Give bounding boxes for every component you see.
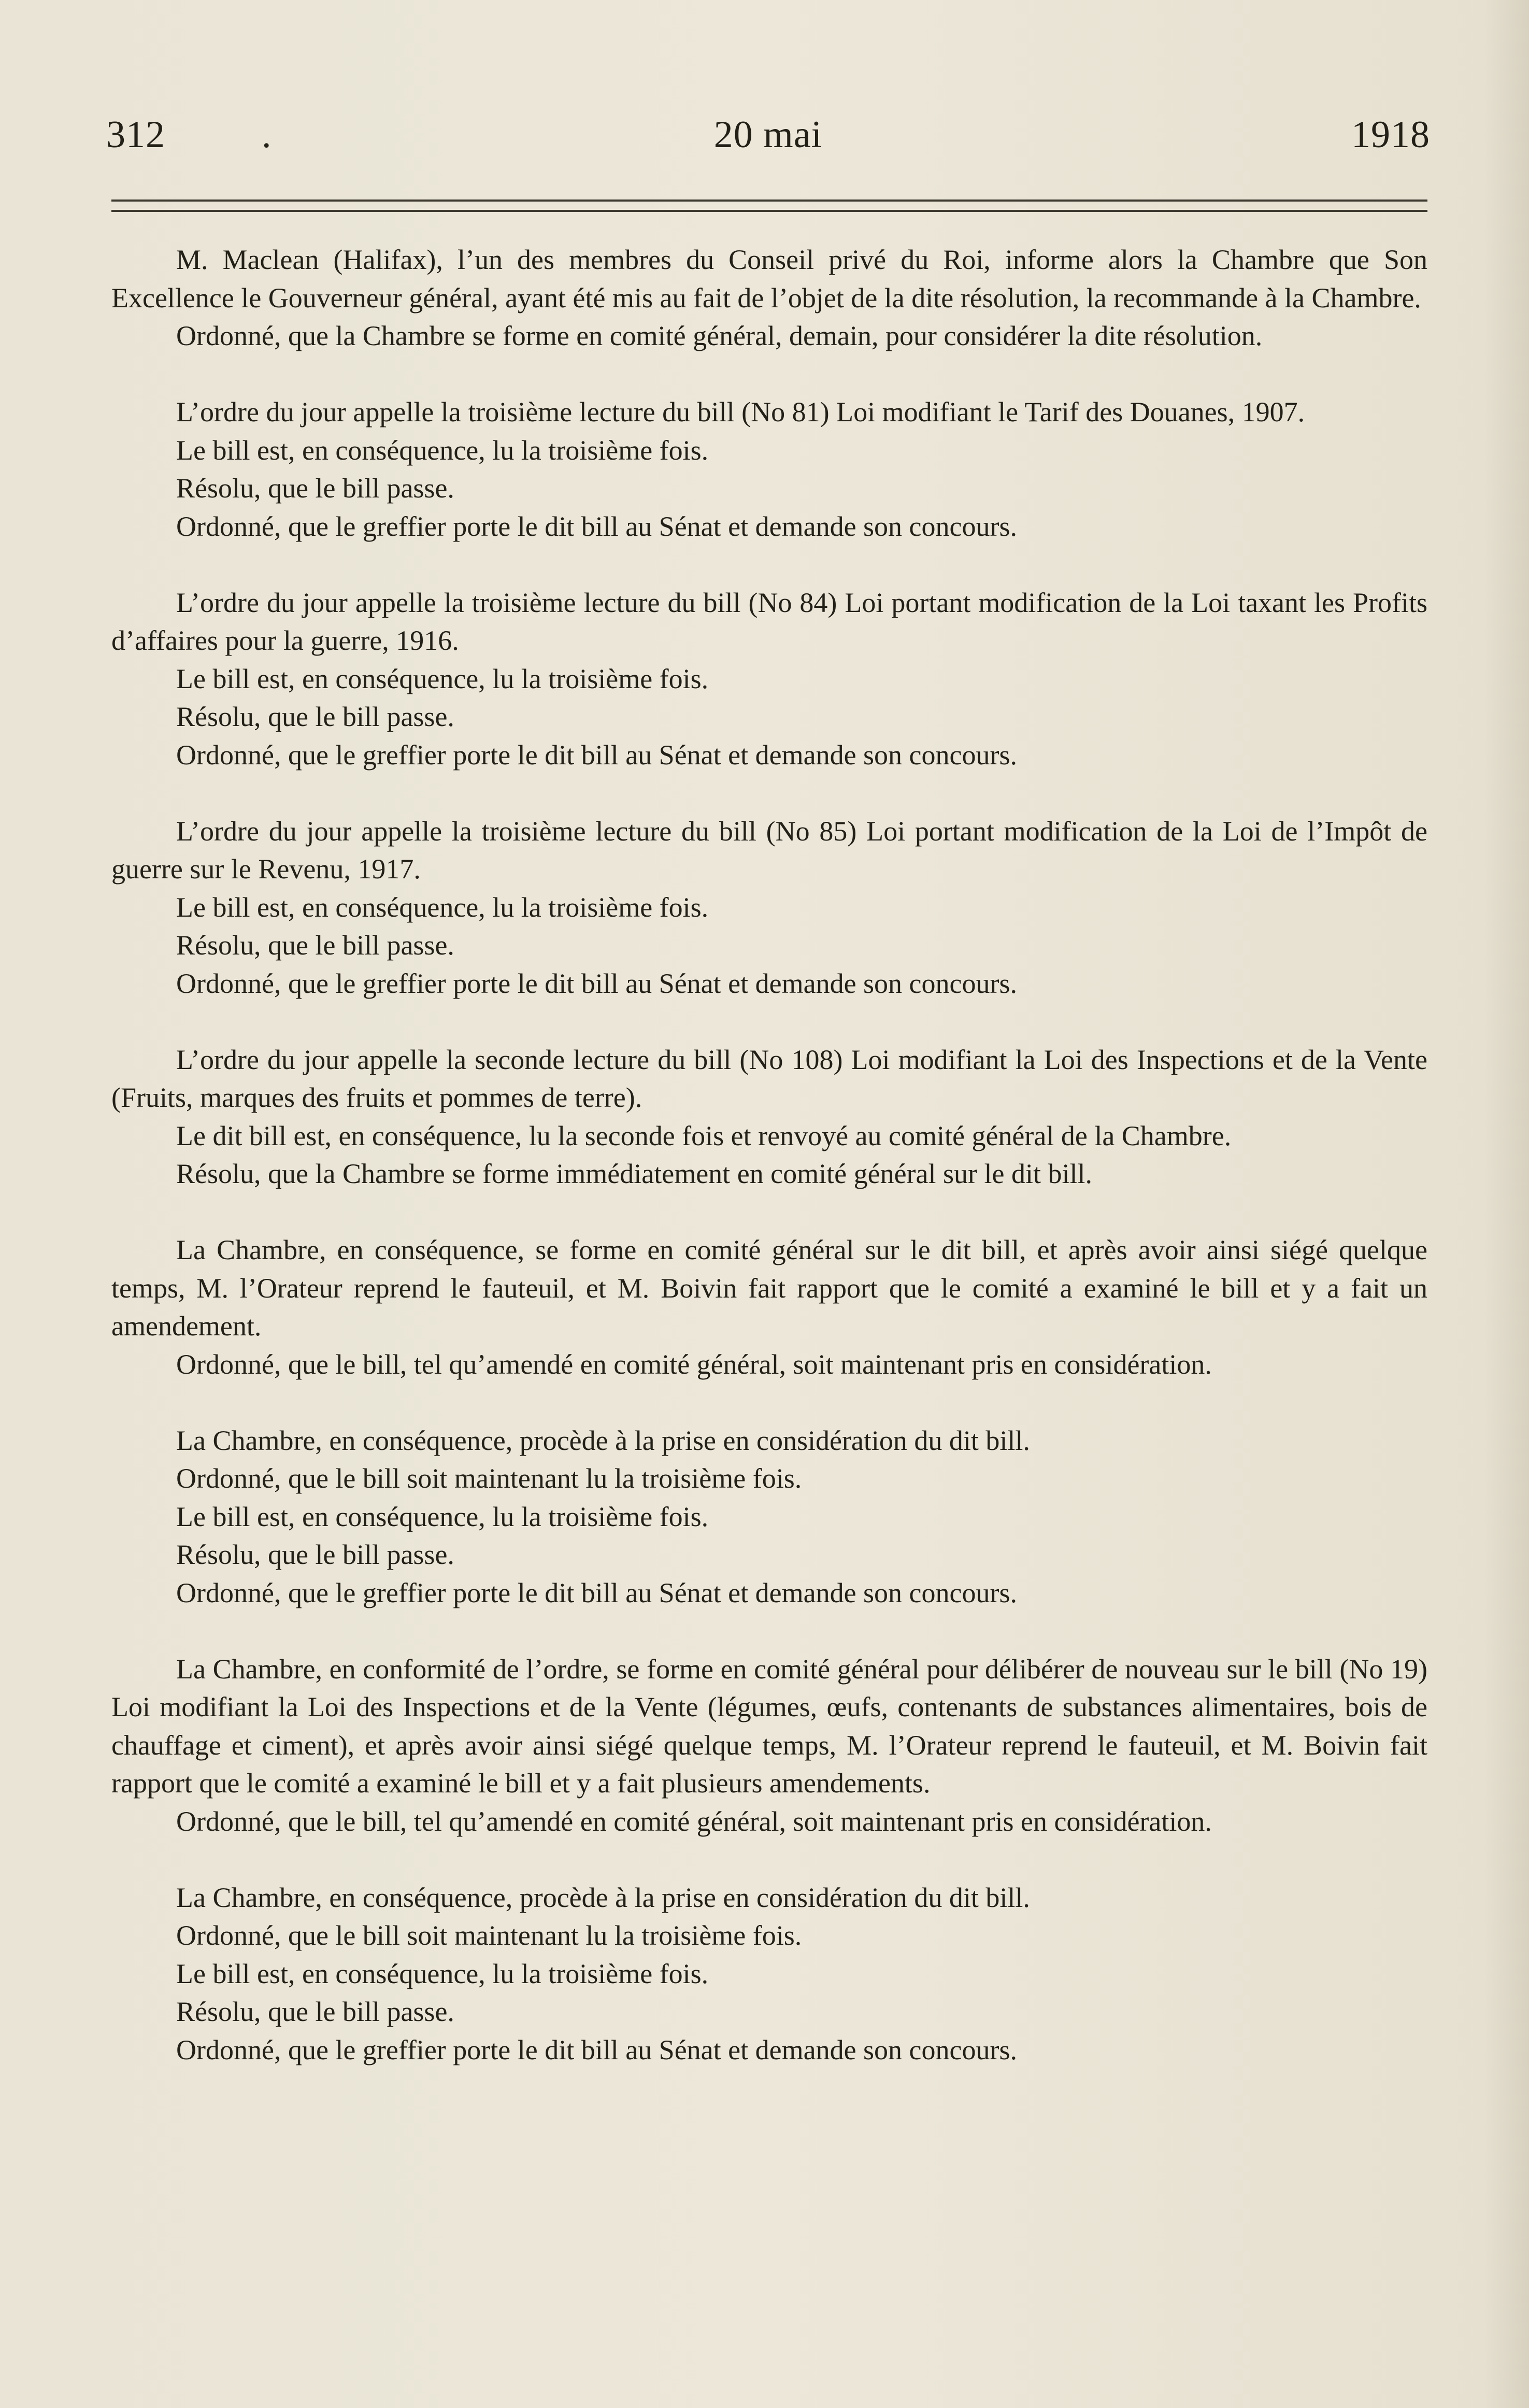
paragraph: Résolu, que le bill passe. <box>176 930 454 961</box>
paragraph: Résolu, que le bill passe. <box>176 473 454 504</box>
paragraph: Ordonné, que le bill, tel qu’amendé en comité général, soit maintenant pris en considération. <box>176 1348 1212 1380</box>
paragraph: Ordonné, que le greffier porte le dit bill au Sénat et demande son concours. <box>176 510 1017 542</box>
paragraph: Le bill est, en conséquence, lu la troisième fois. <box>176 434 709 466</box>
header-date: 20 mai <box>713 113 823 156</box>
paragraph: Le bill est, en conséquence, lu la troisième fois. <box>176 663 709 694</box>
paragraph: Ordonné, que le bill soit maintenant lu la troisième fois. <box>176 1920 802 1951</box>
page-number: 312 <box>106 113 165 156</box>
header-rule-bottom <box>111 210 1427 212</box>
paragraph: Résolu, que la Chambre se forme immédiatement en comité général sur le dit bill. <box>176 1158 1092 1189</box>
paragraph: M. Maclean (Halifax), l’un des membres du Conseil privé du Roi, informe alors la Chambre que Son Excellence le Gouverneur général, ayant été mis au fait de l’objet de la dite résolution, la recommande à la Chambre. <box>111 244 1427 314</box>
journal-body <box>111 241 1427 2069</box>
header-year: 1918 <box>1351 113 1430 156</box>
paragraph: L’ordre du jour appelle la seconde lecture du bill (No 108) Loi modifiant la Loi des Inspections et de la Vente (Fruits, marques des fruits et pommes de terre). <box>111 1044 1427 1113</box>
header-separator: . <box>262 113 272 156</box>
paragraph: La Chambre, en conséquence, se forme en comité général sur le dit bill, et après avoir ainsi siégé quelque temps, M. l’Orateur reprend le fauteuil, et M. Boivin fait rapport que le comité a examiné le bill et y a fait un amendement. <box>111 1234 1427 1342</box>
paragraph: Résolu, que le bill passe. <box>176 1539 454 1570</box>
paragraph: Le bill est, en conséquence, lu la troisième fois. <box>176 1958 709 1989</box>
paragraph: L’ordre du jour appelle la troisième lecture du bill (No 85) Loi portant modification de la Loi de l’Impôt de guerre sur le Revenu, 1917. <box>111 815 1427 885</box>
page-edge-shadow <box>1482 0 1529 2408</box>
paragraph: Le bill est, en conséquence, lu la troisième fois. <box>176 1501 709 1532</box>
paragraph: La Chambre, en conséquence, procède à la prise en considération du dit bill. <box>176 1882 1030 1913</box>
paragraph: Ordonné, que le greffier porte le dit bill au Sénat et demande son concours. <box>176 1577 1017 1608</box>
paragraph: Ordonné, que la Chambre se forme en comité général, demain, pour considérer la dite résolution. <box>176 320 1263 351</box>
paragraph: Résolu, que le bill passe. <box>176 701 454 732</box>
paragraph: Le bill est, en conséquence, lu la troisième fois. <box>176 891 709 923</box>
paragraph: L’ordre du jour appelle la troisième lecture du bill (No 81) Loi modifiant le Tarif des Douanes, 1907. <box>176 396 1305 428</box>
paragraph: Ordonné, que le greffier porte le dit bill au Sénat et demande son concours. <box>176 2034 1017 2065</box>
paragraph: Ordonné, que le bill soit maintenant lu la troisième fois. <box>176 1463 802 1494</box>
paragraph: La Chambre, en conséquence, procède à la prise en considération du dit bill. <box>176 1424 1030 1456</box>
paragraph: Résolu, que le bill passe. <box>176 1996 454 2027</box>
paragraph: L’ordre du jour appelle la troisième lecture du bill (No 84) Loi portant modification de la Loi taxant les Profits d’affaires pour la guerre, 1916. <box>111 587 1427 656</box>
paragraph: Ordonné, que le greffier porte le dit bill au Sénat et demande son concours. <box>176 967 1017 999</box>
paragraph: Ordonné, que le greffier porte le dit bill au Sénat et demande son concours. <box>176 739 1017 771</box>
header-rule-top <box>111 200 1427 202</box>
paragraph: Ordonné, que le bill, tel qu’amendé en comité général, soit maintenant pris en considération. <box>176 1805 1212 1837</box>
paragraph: Le dit bill est, en conséquence, lu la seconde fois et renvoyé au comité général de la Chambre. <box>176 1120 1232 1151</box>
running-head <box>106 106 1430 163</box>
paragraph: La Chambre, en conformité de l’ordre, se forme en comité général pour délibérer de nouveau sur le bill (No 19) Loi modifiant la Loi des Inspections et de la Vente (légumes, œufs, contenants de substances alimentaires, bois de chauffage et ciment), et après avoir ainsi siégé quelque temps, M. l’Orateur reprend le fauteuil, et M. Boivin fait rapport que le comité a examiné le bill et y a fait plusieurs amendements. <box>111 1653 1427 1799</box>
